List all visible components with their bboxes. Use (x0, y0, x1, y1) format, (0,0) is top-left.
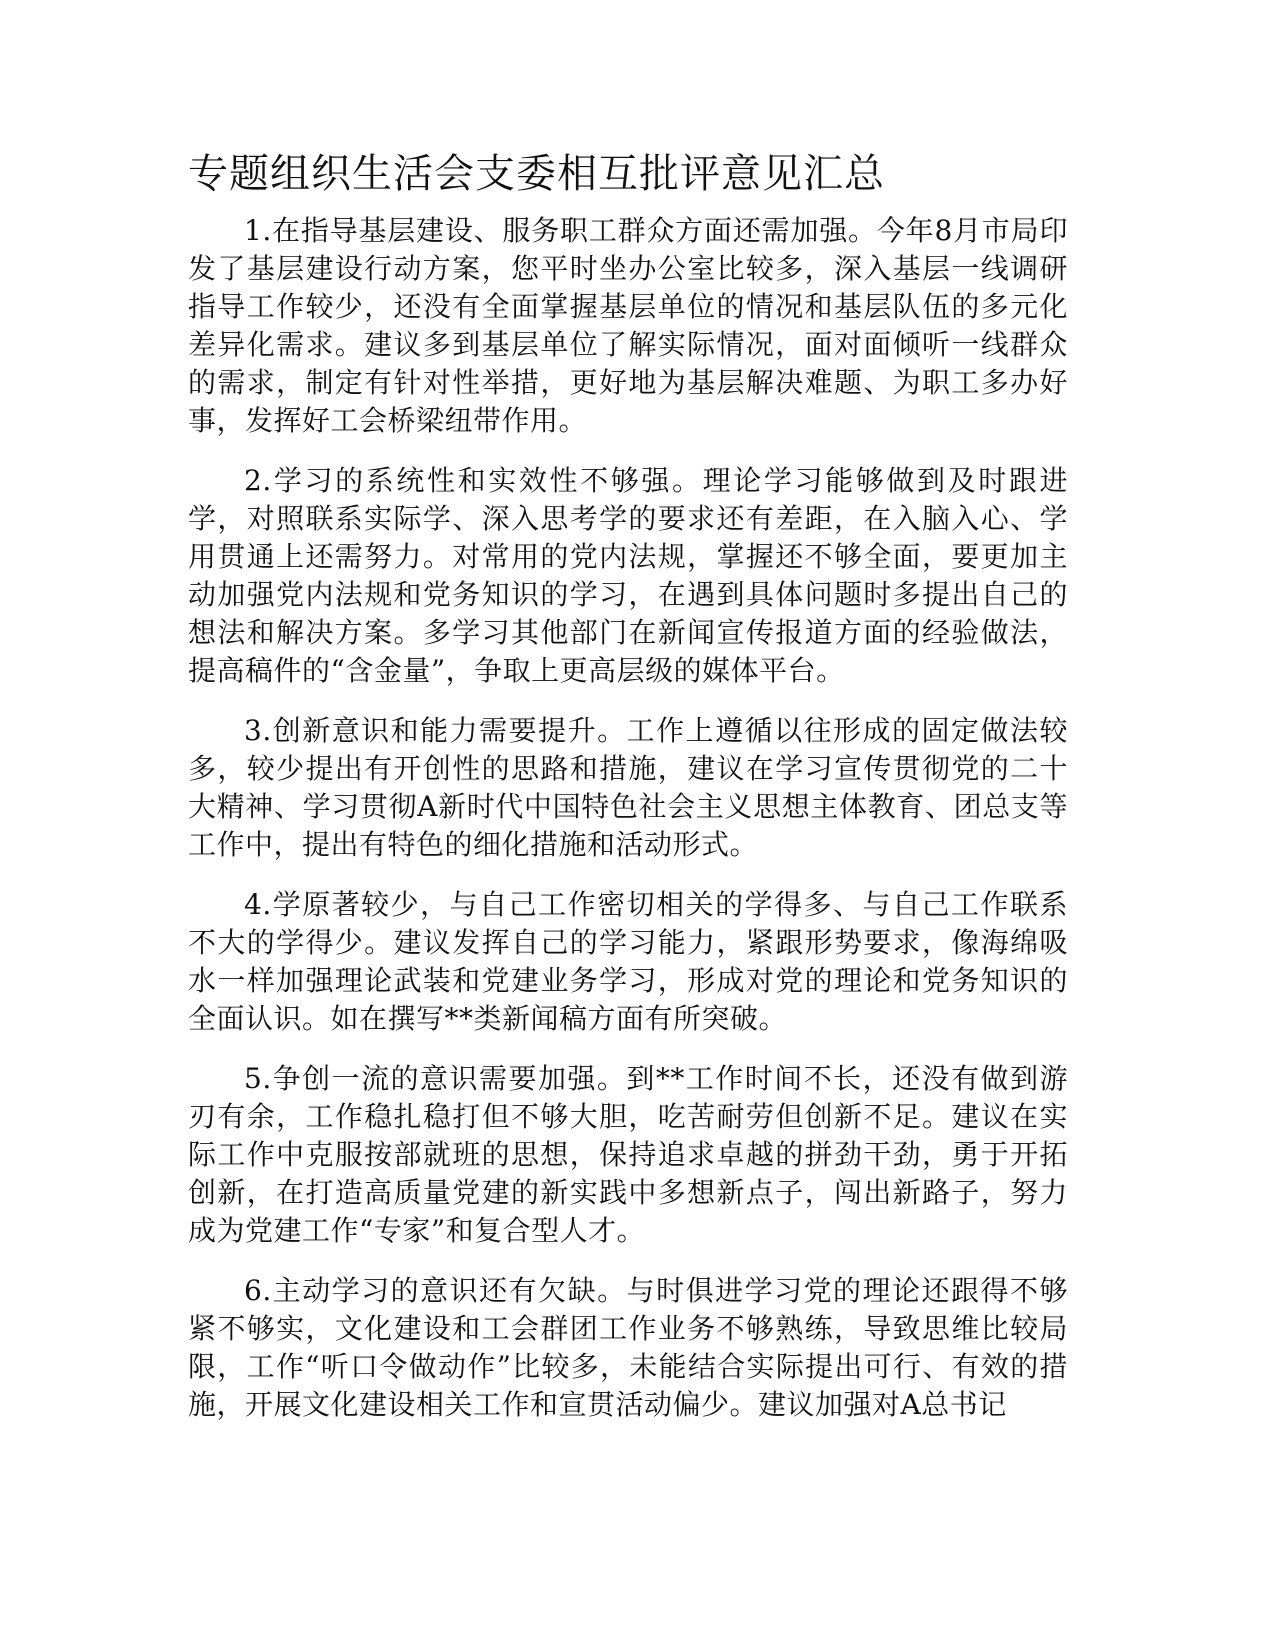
paragraph-2: 2.学习的系统性和实效性不够强。理论学习能够做到及时跟进学，对照联系实际学、深入思考学的要求还有差距，在入脑入心、学用贯通上还需努力。对常用的党内法规，掌握还不够全面，要更加主动加强党内法规和党务知识的学习，在遇到具体问题时多提出自己的想法和解决方案。多学习其他部门在新闻宣传报道方面的经验做法，提高稿件的“含金量”，争取上更高层级的媒体平台。 (188, 464, 1068, 687)
paragraph-6: 6.主动学习的意识还有欠缺。与时俱进学习党的理论还跟得不够紧不够实，文化建设和工会群团工作业务不够熟练，导致思维比较局限，工作“听口令做动作”比较多，未能结合实际提出可行、有效的措施，开展文化建设相关工作和宣贯活动偏少。建议加强对A总书记 (188, 1274, 1068, 1421)
paragraph-4: 4.学原著较少，与自己工作密切相关的学得多、与自己工作联系不大的学得少。建议发挥自己的学习能力，紧跟形势要求，像海绵吸水一样加强理论武装和党建业务学习，形成对党的理论和党务知识的全面认识。如在撰写**类新闻稿方面有所突破。 (188, 888, 1068, 1035)
paragraph-1: 1.在指导基层建设、服务职工群众方面还需加强。今年8月市局印发了基层建设行动方案，您平时坐办公室比较多，深入基层一线调研指导工作较少，还没有全面掌握基层单位的情况和基层队伍的多元化差异化需求。建议多到基层单位了解实际情况，面对面倾听一线群众的需求，制定有针对性举措，更好地为基层解决难题、为职工多办好事，发挥好工会桥梁纽带作用。 (188, 214, 1068, 437)
paragraph-3: 3.创新意识和能力需要提升。工作上遵循以往形成的固定做法较多，较少提出有开创性的思路和措施，建议在学习宣传贯彻党的二十大精神、学习贯彻A新时代中国特色社会主义思想主体教育、团总支等工作中，提出有特色的细化措施和活动形式。 (188, 714, 1068, 861)
document-title: 专题组织生活会支委相互批评意见汇总 (188, 151, 885, 197)
document-body (188, 140, 1068, 1446)
paragraph-5: 5.争创一流的意识需要加强。到**工作时间不长，还没有做到游刃有余，工作稳扎稳打但不够大胆，吃苦耐劳但创新不足。建议在实际工作中克服按部就班的思想，保持追求卓越的拼劲干劲，勇于开拓创新，在打造高质量党建的新实践中多想新点子，闯出新路子，努力成为党建工作“专家”和复合型人才。 (188, 1062, 1068, 1247)
